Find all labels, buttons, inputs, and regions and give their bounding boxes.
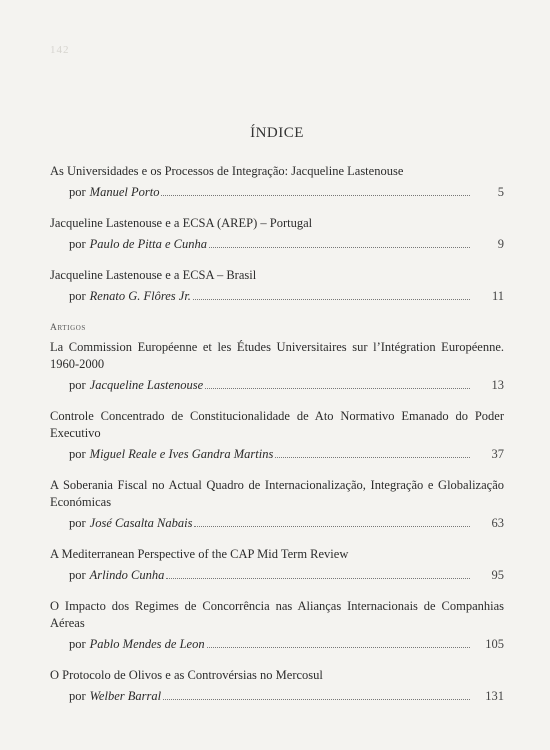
entry-page-number: 105 bbox=[485, 637, 504, 651]
entry-author: Renato G. Flôres Jr. bbox=[89, 289, 191, 303]
entry-title: La Commission Européenne et les Études Universitaires sur l’Intégration Européenne. 1960-2000 bbox=[50, 340, 504, 371]
toc-entry bbox=[50, 339, 504, 394]
dot-leader bbox=[209, 247, 470, 248]
entry-page-number: 13 bbox=[491, 378, 504, 392]
toc-entry bbox=[50, 598, 504, 653]
entry-page-number: 11 bbox=[491, 289, 504, 303]
entry-author: Welber Barral bbox=[89, 689, 162, 703]
entry-page-number: 131 bbox=[485, 689, 504, 703]
toc-entry bbox=[50, 477, 504, 532]
entry-author-line bbox=[50, 184, 504, 201]
toc-entry bbox=[50, 215, 504, 253]
page-title: ÍNDICE bbox=[250, 125, 304, 141]
entry-por: por bbox=[69, 289, 86, 303]
entry-author-line bbox=[50, 446, 504, 463]
entry-por: por bbox=[69, 378, 86, 392]
entry-page-number: 37 bbox=[491, 447, 504, 461]
entry-por: por bbox=[69, 185, 86, 199]
toc-entry bbox=[50, 267, 504, 305]
entry-title: Jacqueline Lastenouse e a ECSA (AREP) – Portugal bbox=[50, 216, 313, 230]
entry-por: por bbox=[69, 237, 86, 251]
dot-leader bbox=[275, 457, 470, 458]
dot-leader bbox=[193, 299, 470, 300]
entry-author: Miguel Reale e Ives Gandra Martins bbox=[89, 447, 274, 461]
entry-por: por bbox=[69, 637, 86, 651]
toc-entry bbox=[50, 546, 504, 584]
entry-title: O Impacto dos Regimes de Concorrência nas Alianças Internacionais de Companhias Aéreas bbox=[50, 599, 504, 630]
toc-entry bbox=[50, 408, 504, 463]
section-label-artigos: Artigos bbox=[50, 323, 86, 333]
entry-title: O Protocolo de Olivos e as Controvérsias no Mercosul bbox=[50, 668, 323, 682]
entry-author-line bbox=[50, 236, 504, 253]
running-head: 142 bbox=[50, 44, 70, 56]
entry-author-line bbox=[50, 688, 504, 705]
entry-page-number: 5 bbox=[497, 185, 504, 199]
entry-author-line bbox=[50, 377, 504, 394]
dot-leader bbox=[161, 195, 470, 196]
entry-author: Manuel Porto bbox=[89, 185, 160, 199]
entry-author-line bbox=[50, 636, 504, 653]
entry-page-number: 95 bbox=[491, 568, 504, 582]
toc-entry bbox=[50, 667, 504, 705]
entry-title: A Soberania Fiscal no Actual Quadro de Internacionalização, Integração e Globalização Económicas bbox=[50, 478, 504, 509]
entry-author: Pablo Mendes de Leon bbox=[89, 637, 205, 651]
entry-author: Paulo de Pitta e Cunha bbox=[89, 237, 208, 251]
entry-author-line bbox=[50, 288, 504, 305]
entry-title: A Mediterranean Perspective of the CAP Mid Term Review bbox=[50, 547, 349, 561]
dot-leader bbox=[166, 578, 470, 579]
entry-author: Jacqueline Lastenouse bbox=[89, 378, 204, 392]
entry-title: Jacqueline Lastenouse e a ECSA – Brasil bbox=[50, 268, 257, 282]
entry-title: As Universidades e os Processos de Integração: Jacqueline Lastenouse bbox=[50, 164, 404, 178]
dot-leader bbox=[163, 699, 470, 700]
entry-por: por bbox=[69, 568, 86, 582]
dot-leader bbox=[205, 388, 470, 389]
entry-page-number: 9 bbox=[497, 237, 504, 251]
dot-leader bbox=[194, 526, 470, 527]
entry-por: por bbox=[69, 447, 86, 461]
entry-por: por bbox=[69, 689, 86, 703]
entry-por: por bbox=[69, 516, 86, 530]
entry-title: Controle Concentrado de Constitucionalidade de Ato Normativo Emanado do Poder Executivo bbox=[50, 409, 504, 440]
entry-author: Arlindo Cunha bbox=[89, 568, 165, 582]
entry-author-line bbox=[50, 515, 504, 532]
entry-author-line bbox=[50, 567, 504, 584]
entry-page-number: 63 bbox=[491, 516, 504, 530]
entry-author: José Casalta Nabais bbox=[89, 516, 193, 530]
dot-leader bbox=[207, 647, 470, 648]
toc-entry bbox=[50, 163, 504, 201]
